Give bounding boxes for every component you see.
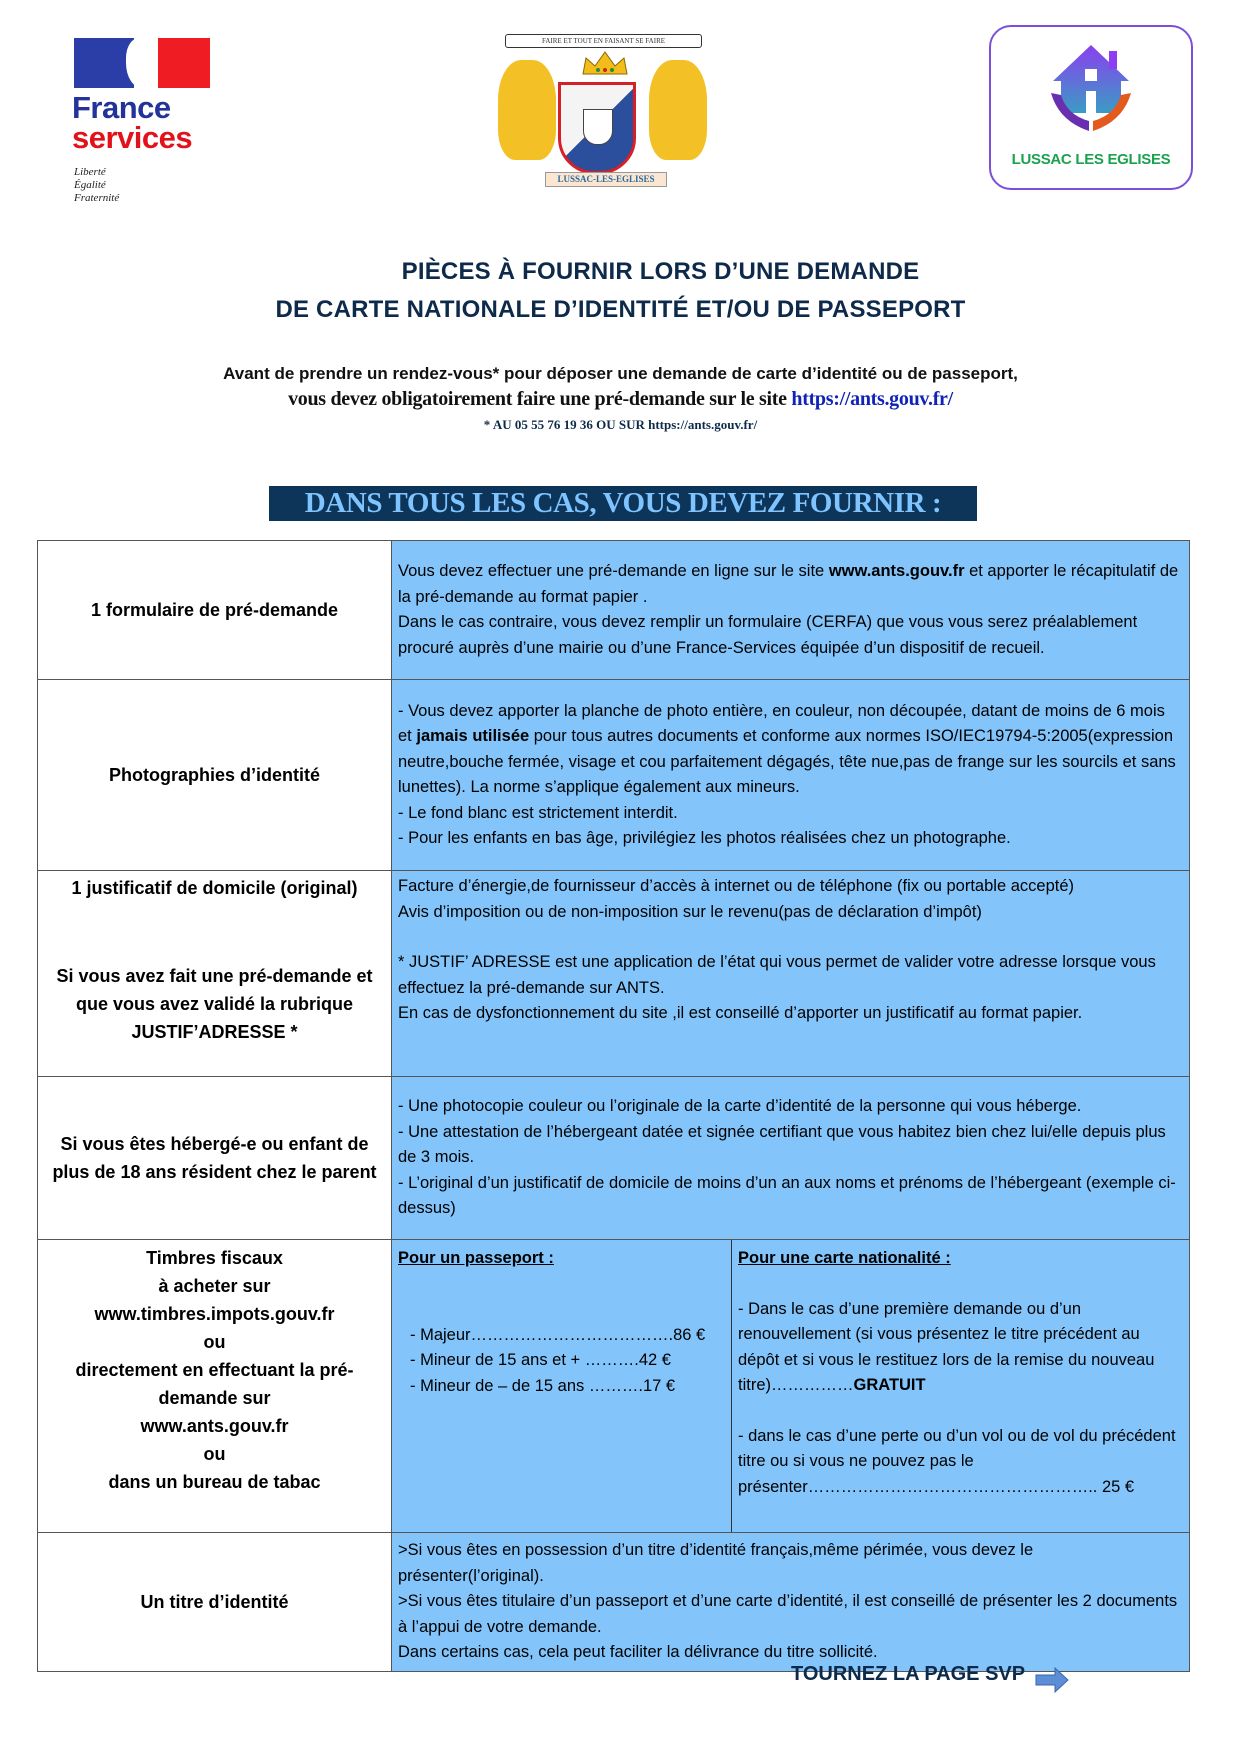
table-row bbox=[38, 871, 1190, 1077]
republic-motto: Liberté Égalité Fraternité bbox=[74, 166, 120, 204]
intro-line-1: Avant de prendre un rendez-vous* pour déposer une demande de carte d’identité ou de passeport, bbox=[223, 364, 1018, 383]
lussac-les-eglises-logo bbox=[989, 25, 1193, 190]
row-description: Vous devez effectuer une pré-demande en ligne sur le site www.ants.gouv.fr et apporter le récapitulatif de la pré-demande au format papier . Dans le cas contraire, vous devez remplir un formulaire (CERFA) que vous vous serez préalablement procuré auprès d’une mairie ou d’une France-Services équipée d’un dispositif de recueil. bbox=[392, 541, 1190, 680]
fee-item: - Majeur……………………………….86 € bbox=[410, 1325, 706, 1344]
right-arrow-icon bbox=[1035, 1667, 1069, 1693]
row-description: - Vous devez apporter la planche de photo entière, en couleur, non découpée, datant de moins de 6 mois et jamais utilisée pour tous autres documents et conforme aux normes ISO/IEC19794-5:2005(expression neutre,bouche fermée, visage et cou parfaitement dégagés, tête nue,pas de frange sur les sourcils et sans lunettes). La norme s’applique également aux mineurs. - Le fond blanc est strictement interdit. - Pour les enfants en bas âge, privilégiez les photos réalisées chez un photographe. bbox=[392, 680, 1190, 871]
page-title-line-2: DE CARTE NATIONALE D’IDENTITÉ ET/OU DE PASSEPORT bbox=[275, 296, 966, 323]
house-in-hands-icon bbox=[1049, 43, 1133, 133]
table-row bbox=[38, 1240, 1190, 1533]
fees-cell bbox=[392, 1240, 1190, 1533]
row-label-bottom: Si vous avez fait une pré-demande et que vous avez validé la rubrique JUSTIF’ADRESSE * bbox=[56, 966, 373, 1042]
row-label: Si vous êtes hébergé-e ou enfant de plus de 18 ans résident chez le parent bbox=[38, 1077, 392, 1240]
france-services-word-france: France bbox=[72, 90, 171, 125]
row-label: Timbres fiscaux à acheter sur www.timbres.impots.gouv.fr ou directement en effectuant la pré-demande sur www.ants.gouv.fr ou dans un bureau de tabac bbox=[38, 1240, 392, 1533]
shield-icon bbox=[558, 82, 636, 174]
table-row bbox=[38, 1533, 1190, 1672]
intro-line-2-text: vous devez obligatoirement faire une pré-demande sur le site bbox=[288, 388, 792, 410]
intro-line-2 bbox=[0, 388, 1241, 411]
lussac-logo-label: LUSSAC LES EGLISES bbox=[1011, 151, 1171, 168]
timbres-impots-link[interactable]: www.timbres.impots.gouv.fr bbox=[94, 1304, 335, 1324]
crest-banner: LUSSAC-LES-EGLISES bbox=[545, 172, 667, 187]
row-label bbox=[38, 871, 392, 1077]
lussac-coat-of-arms bbox=[490, 30, 715, 188]
marianne-flag-icon bbox=[74, 38, 210, 88]
id-card-case-2: - dans le cas d’une perte ou d’un vol ou de vol du précédent titre ou si vous ne pouvez pas le présenter…………………………………………….. 25 € bbox=[738, 1426, 1176, 1496]
fee-item: - Mineur de – de 15 ans ……….17 € bbox=[410, 1376, 676, 1395]
crown-icon bbox=[580, 48, 630, 76]
row-description: Facture d’énergie,de fournisseur d’accès à internet ou de téléphone (fix ou portable accepté) Avis d’imposition ou de non-imposition sur le revenu(pas de déclaration d’impôt) * JUSTIF’ ADRESSE est une application de l’état qui vous permet de valider votre adresse lorsque vous effectuez la pré-demande sur ANTS. En cas de dysfonctionnement du site ,il est conseillé d’apporter un justificatif au format papier. bbox=[392, 871, 1190, 1077]
id-card-fees bbox=[732, 1240, 1190, 1532]
id-card-heading: Pour une carte nationalité : bbox=[738, 1249, 951, 1267]
row-description: - Une photocopie couleur ou l’originale de la carte d’identité de la personne qui vous héberge. - Une attestation de l’hébergeant datée et signée certifiant que vous habitez bien chez lui/elle depuis plus de 3 mois. - L’original d’un justificatif de domicile de moins d’un an aux noms et prénoms de l’hébergeant (exemple ci-dessus) bbox=[392, 1077, 1190, 1240]
documents-table bbox=[37, 540, 1190, 1672]
table-row bbox=[38, 680, 1190, 871]
row-label-top: 1 justificatif de domicile (original) bbox=[71, 878, 358, 898]
france-services-logo bbox=[68, 32, 218, 212]
appointment-phone-note: * AU 05 55 76 19 36 OU SUR https://ants.gouv.fr/ bbox=[483, 417, 758, 432]
passport-fee-list bbox=[398, 1323, 725, 1400]
row-label: Un titre d’identité bbox=[38, 1533, 392, 1672]
row-description: >Si vous êtes en possession d’un titre d’identité français,même périmée, vous devez le présenter(l’original). >Si vous êtes titulaire d’un passeport et d’une carte d’identité, il est conseillé de présenter les 2 documents à l’appui de votre demande. Dans certains cas, cela peut faciliter la délivrance du titre sollicité. bbox=[392, 1533, 1190, 1672]
france-services-word-services: services bbox=[72, 120, 193, 155]
lion-right-icon bbox=[649, 60, 707, 160]
fees-subtable bbox=[392, 1240, 1189, 1532]
ants-gouv-link[interactable]: www.ants.gouv.fr bbox=[140, 1416, 289, 1436]
section-banner: DANS TOUS LES CAS, VOUS DEVEZ FOURNIR : bbox=[269, 486, 977, 521]
id-card-case-1: - Dans le cas d’une première demande ou d’un renouvellement (si vous présentez le titre précédent au dépôt et si vous le restituez lors de la remise du nouveau titre)……………GRATUIT bbox=[738, 1299, 1155, 1394]
crest-motto: FAIRE ET TOUT EN FAISANT SE FAIRE bbox=[505, 34, 702, 48]
passport-fees bbox=[392, 1240, 732, 1532]
row-label: Photographies d’identité bbox=[38, 680, 392, 871]
ants-website-link[interactable]: www.ants.gouv.fr bbox=[828, 562, 965, 580]
table-row bbox=[38, 541, 1190, 680]
ants-link[interactable]: https://ants.gouv.fr/ bbox=[791, 388, 953, 410]
page-title-line-1: PIÈCES À FOURNIR LORS D’UNE DEMANDE bbox=[401, 258, 920, 285]
table-row bbox=[38, 1077, 1190, 1240]
turn-page-note: TOURNEZ LA PAGE SVP bbox=[791, 1663, 1026, 1685]
row-label: 1 formulaire de pré-demande bbox=[38, 541, 392, 680]
lion-left-icon bbox=[498, 60, 556, 160]
fee-item: - Mineur de 15 ans et + ……….42 € bbox=[410, 1351, 671, 1369]
passport-heading: Pour un passeport : bbox=[398, 1249, 554, 1267]
